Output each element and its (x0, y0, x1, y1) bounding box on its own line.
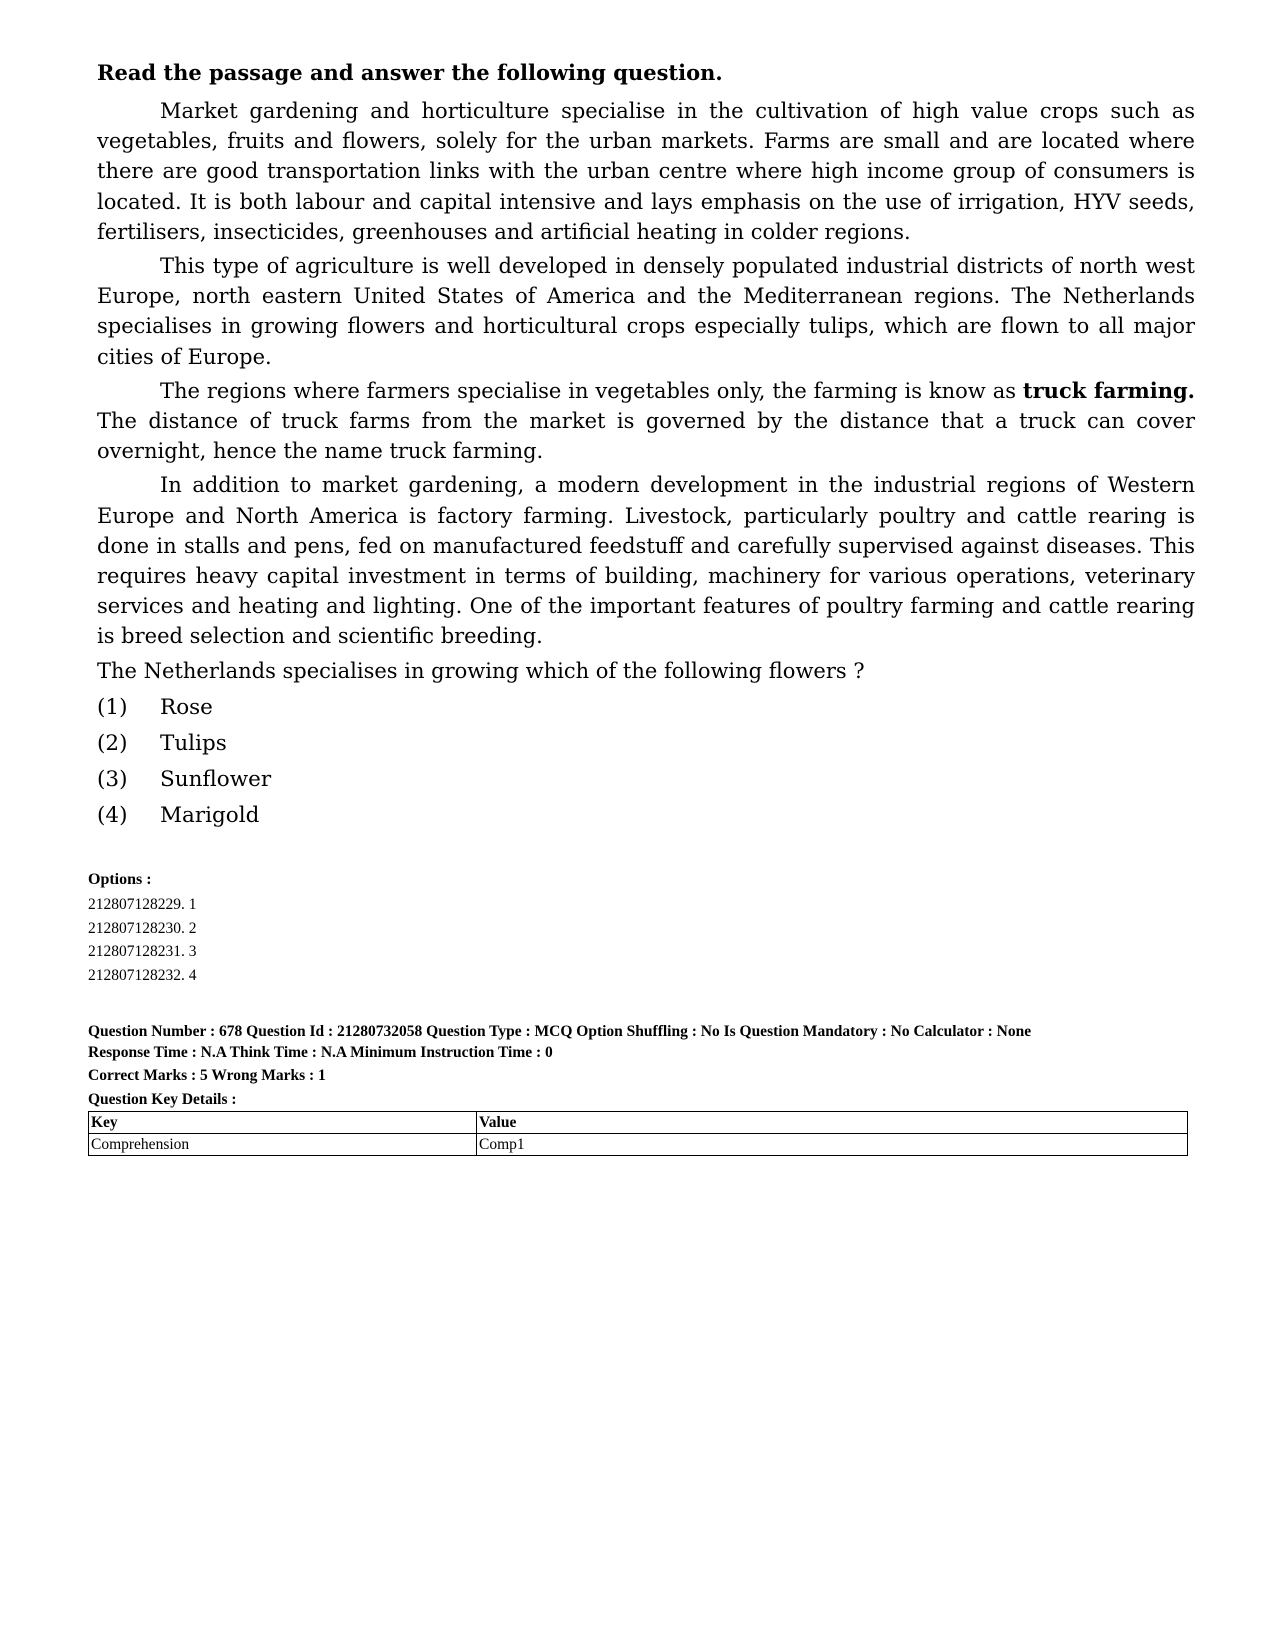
question-key-table (88, 1111, 1188, 1156)
question-info-section (88, 1022, 1198, 1110)
passage-section (97, 58, 1195, 834)
choice-number: (2) (97, 730, 128, 756)
table-cell-value: Comp1 (477, 1134, 1188, 1156)
passage-paragraph-3 (97, 376, 1195, 467)
choice-item (97, 726, 1195, 762)
passage-paragraph-1: Market gardening and horticulture specialise in the cultivation of high value crops such as vegetables, fruits and flowers, solely for the urban markets. Farms are small and are located where there are good transportation links with the urban centre where high income group of consumers is located. It is both labour and capital intensive and lays emphasis on the use of irrigation, HYV seeds, fertilisers, insecticides, greenhouses and artificial heating in colder regions. (97, 99, 1195, 244)
option-id: 212807128231. 3 (88, 943, 197, 960)
table-header-key: Key (89, 1112, 477, 1134)
options-section (88, 870, 1188, 987)
choice-label: Sunflower (160, 766, 272, 792)
passage-paragraph-4: In addition to market gardening, a modern development in the industrial regions of Western Europe and North America is factory farming. Livestock, particularly poultry and cattle rearing is done in stalls and pens, fed on manufactured feedstuff and carefully supervised against diseases. This requires heavy capital investment in terms of building, machinery for various operations, veterinary services and heating and lighting. One of the important features of poultry farming and cattle rearing is breed selection and scientific breeding. (97, 473, 1195, 649)
passage-p3-rest: The distance of truck farms from the market is governed by the distance that a truck can cover overnight, hence the name truck farming. (97, 409, 1195, 464)
marks-line: Correct Marks : 5 Wrong Marks : 1 (88, 1067, 326, 1084)
passage-heading: Read the passage and answer the following question. (97, 60, 723, 85)
choice-label: Rose (160, 694, 213, 720)
choice-number: (3) (97, 766, 128, 792)
table-row (89, 1134, 1188, 1156)
option-id: 212807128232. 4 (88, 966, 197, 984)
option-id: 212807128229. 1 (88, 896, 197, 913)
choice-number: (4) (97, 802, 128, 828)
table-header-row (89, 1112, 1188, 1134)
choice-number: (1) (97, 694, 128, 720)
choice-label: Tulips (160, 730, 227, 756)
key-details-title: Question Key Details : (88, 1090, 237, 1108)
passage-p3-bold-term: truck farming. (1022, 377, 1195, 403)
question-meta-line: Question Number : 678 Question Id : 21280732058 Question Type : MCQ Option Shuffling : No Is Question Mandatory : No Calculator : None (88, 1023, 1032, 1040)
table-cell-key: Comprehension (89, 1134, 477, 1156)
option-id: 212807128230. 2 (88, 919, 197, 937)
passage-p3-text: The regions where farmers specialise in vegetables only, the farming is know as (160, 378, 1023, 403)
passage-paragraph-2: This type of agriculture is well developed in densely populated industrial districts of north west Europe, north eastern United States of America and the Mediterranean regions. The Netherlands specialises in growing flowers and horticultural crops especially tulips, which are flown to all major cities of Europe. (97, 254, 1195, 369)
options-title: Options : (88, 871, 152, 888)
question-text: The Netherlands specialises in growing which of the following flowers ? (97, 658, 865, 683)
choice-item (97, 690, 1195, 726)
choice-item (97, 798, 1195, 834)
table-header-value: Value (477, 1112, 1188, 1134)
choice-item (97, 762, 1195, 798)
timing-meta-line: Response Time : N.A Think Time : N.A Minimum Instruction Time : 0 (88, 1043, 553, 1061)
choice-label: Marigold (160, 802, 260, 828)
